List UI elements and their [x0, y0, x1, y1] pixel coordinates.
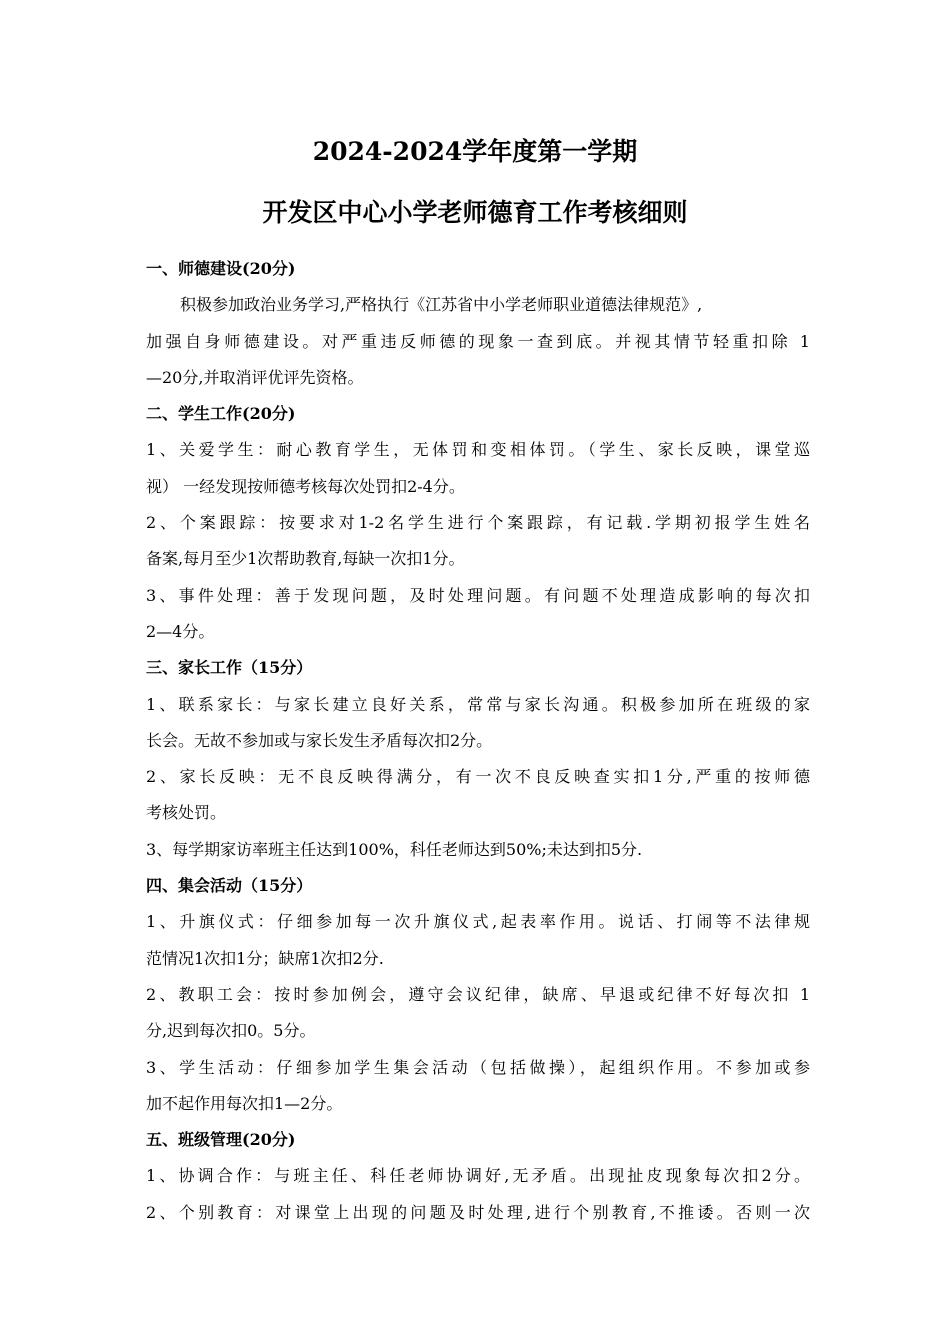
- body-line: 1、升旗仪式：仔细参加每一次升旗仪式,起表率作用。说话、打闹等不法律规: [146, 912, 810, 932]
- document-body: [146, 251, 810, 1231]
- body-line: 2、个别教育：对课堂上出现的问题及时处理,进行个别教育,不推诿。否则一次: [146, 1202, 810, 1222]
- body-line: 2、个案跟踪：按要求对1-2名学生进行个案跟踪，有记载.学期初报学生姓名: [146, 513, 810, 533]
- body-line: —20分,并取消评优评先资格。: [146, 367, 364, 387]
- body-line: 3、学生活动：仔细参加学生集会活动（包括做操），起组织作用。不参加或参: [146, 1057, 810, 1077]
- body-line: 范情况1次扣1分；缺席1次扣2分.: [146, 948, 384, 968]
- section-heading: 三、家长工作（15分）: [146, 658, 313, 678]
- body-line: 长会。无故不参加或与家长发生矛盾每次扣2分。: [146, 730, 493, 750]
- section-heading: 四、集会活动（15分）: [146, 876, 313, 896]
- body-line: 3、每学期家访率班主任达到100%，科任老师达到50%;未达到扣5分.: [146, 839, 643, 859]
- body-line: 加不起作用每次扣1—2分。: [146, 1093, 343, 1113]
- body-line: 2、家长反映：无不良反映得满分，有一次不良反映查实扣1分,严重的按师德: [146, 767, 810, 787]
- body-line: 分,迟到每次扣0。5分。: [146, 1021, 316, 1041]
- document-title-line-2: 开发区中心小学老师德育工作考核细则: [262, 198, 688, 227]
- document-title-line-1: 2024-2024学年度第一学期: [312, 137, 638, 166]
- body-line: 2、教职工会：按时参加例会，遵守会议纪律，缺席、早退或纪律不好每次扣 1: [146, 984, 810, 1004]
- section-heading: 一、师德建设(20分): [146, 259, 296, 278]
- body-line: 积极参加政治业务学习,严格执行《江苏省中小学老师职业道德法律规范》,: [180, 295, 703, 315]
- section-heading: 五、班级管理(20分): [146, 1130, 296, 1150]
- body-line: 加强自身师德建设。对严重违反师德的现象一查到底。并视其情节轻重扣除 1: [146, 331, 810, 351]
- body-line: 1、协调合作：与班主任、科任老师协调好,无矛盾。出现扯皮现象每次扣2分。: [146, 1166, 810, 1186]
- body-line: 备案,每月至少1次帮助教育,每缺一次扣1分。: [146, 549, 465, 569]
- body-line: 1、关爱学生：耐心教育学生，无体罚和变相体罚。（学生、家长反映，课堂巡: [146, 440, 810, 460]
- section-heading: 二、学生工作(20分): [146, 404, 296, 424]
- body-line: 1、联系家长：与家长建立良好关系，常常与家长沟通。积极参加所在班级的家: [146, 694, 810, 714]
- body-line: 2—4分。: [146, 621, 215, 641]
- body-line: 考核处罚。: [146, 803, 227, 823]
- body-line: 3、事件处理：善于发现问题，及时处理问题。有问题不处理造成影响的每次扣: [146, 585, 810, 605]
- body-line: 视） 一经发现按师德考核每次处罚扣2-4分。: [146, 476, 465, 496]
